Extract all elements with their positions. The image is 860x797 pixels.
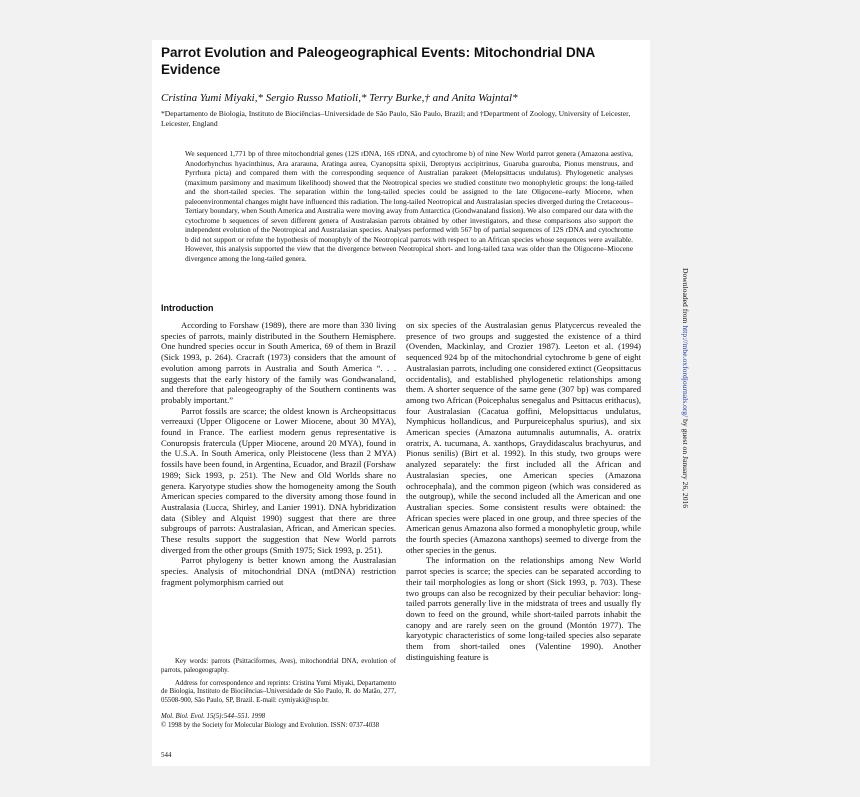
copyright-line: © 1998 by the Society for Molecular Biology and Evolution. ISSN: 0737-4038	[161, 721, 380, 729]
footnotes	[161, 658, 396, 731]
left-column	[161, 320, 396, 588]
journal-link[interactable]: http://mbe.oxfordjournals.org/	[681, 325, 690, 418]
paragraph: on six species of the Australasian genus Platycercus revealed the presence of two groups and suggested the existence of a third (Ovenden, Mackinlay, and Crozier 1987). Leeton et al. (1994) sequenced 924 bp of the mitochondrial cytochrome b gene of eight Australasian parrots, including one considered extinct (Geopsittacus occidentalis), and established phylogenetic relationships among them. A shorter sequence of the same gene (307 bp) was compared among two African (Poicephalus senegalus and Psittacus erithacus), four Australasian (Cacatua goffini, Melopsittacus undulatus, Nymphicus hollandicus, and Purpureicephalus spurius), and six American species (Amazona autumnalis autumnalis, A. oratrix oratrix, A. tucumana, A. xanthops, Graydidascalus brachyurus, and Pionus senilis) (Birt et al. 1992). In this study, two groups were analyzed separately: the first included all the African and Australasian species, one American species (Amazona ochrocephala), and the common pigeon (which was considered as the outgroup), while the second included all the American and one Australian species. Some consistent results were obtained: the African species were placed in one group, and three species of the American genus Amazona also formed a monophyletic group, while the fourth species (Amazona xanthops) seemed to diverge from the other species in the genus.	[406, 320, 641, 555]
keywords: Key words: parrots (Psittaciformes, Aves), mitochondrial DNA, evolution of parrots, paleogeography.	[161, 658, 396, 674]
right-column	[406, 320, 641, 663]
side-note-prefix: Downloaded from	[681, 268, 690, 326]
paragraph: The information on the relationships among New World parrot species is scarce; the species can be separated according to their tail morphologies as long or short (Sick 1993, p. 703). These two groups can also be recognized by their peculiar behavior: long-tailed parrots generally live in the midstrata of trees and usually fly down to feed on the ground, while short-tailed parrots inhabit the canopy and are rarely seen on the ground (Montón 1977). The karyotypic characteristics of some long-tailed species also separate them from short-tailed ones (Valentine 1990). Another distinguishing feature is	[406, 555, 641, 662]
download-side-note	[681, 268, 690, 508]
paper-page	[152, 40, 650, 766]
paragraph: According to Forshaw (1989), there are more than 330 living species of parrots, mainly distributed in the Southern Hemisphere. One hundred species occur in South America, 69 of them in Brazil (Sick 1993, p. 264). Cracraft (1973) considers that the amount of evolution among parrots in Australia and South America “. . . suggests that the early history of the family was Gondwanaland, and therefore that paleogeography of the Southern continents was probably important.”	[161, 320, 396, 405]
journal-citation: Mol. Biol. Evol. 15(5):544–551. 1998	[161, 712, 266, 720]
affiliations: *Departamento de Biologia, Instituto de Biociências–Universidade de São Paulo, São Paulo, Brazil; and †Department of Zoology, University of Leicester, Leicester, England	[161, 109, 631, 128]
journal-info	[161, 713, 396, 731]
paragraph: Parrot phylogeny is better known among the Australasian species. Analysis of mitochondrial DNA (mtDNA) restriction fragment polymorphism carried out	[161, 555, 396, 587]
page-number: 544	[161, 751, 172, 759]
paper-title: Parrot Evolution and Paleogeographical Events: Mitochondrial DNA Evidence	[161, 45, 595, 77]
author-list: Cristina Yumi Miyaki,* Sergio Russo Matioli,* Terry Burke,† and Anita Wajntal*	[161, 92, 518, 104]
correspondence-address: Address for correspondence and reprints: Cristina Yumi Miyaki, Departamento de Biologia, Instituto de Biociências–Universidade de São Paulo, R. do Matão, 277, 05508-900, São Paulo, SP, Brazil. E-mail: cymiyaki@usp.br.	[161, 679, 396, 705]
section-heading-introduction: Introduction	[161, 303, 214, 313]
abstract-text: We sequenced 1,771 bp of three mitochondrial genes (12S rDNA, 16S rDNA, and cytochrome b) of nine New World parrot genera (Amazona aestiva, Anodorhynchus hyacinthinus, Ara ararauna, Aratinga aurea, Cyanopsitta spixii, Deroptyus accipitrinus, Guaruba guarouba, Pionus menstruus, and Pyrrhura picta) and compared them with the corresponding sequence of Australian parakeet (Melopsittacus undulatus). Phylogenetic analyses (maximum parsimony and maximum likelihood) showed that the Neotropical species we studied constitute two monophyletic groups: the long-tailed and the short-tailed species. The separation within the long-tailed species could be assigned to the late Oligocene–early Miocene, when paleoenvironmental changes might have influenced this radiation. The long-tailed Neotropical and Australasian species diverged during the Cretaceous–Tertiary boundary, when South America and Australia were moving away from Antarctica (Gondwanaland fission). We also compared our data with the cytochrome b sequences of seven different genera of Australasian parrots obtained by other investigators, and these comparisons also support the independent evolution of the Neotropical and Australasian species. Analyses performed with 567 bp of partial sequences of 12S rDNA and cytochrome b did not support or refute the hypothesis of monophyly of the Neotropical parrots with respect to an African species whose sequences were available. However, this analysis supported the view that the divergence between Neotropical short- and long-tailed taxa was older than the Oligocene–Miocene divergence among the long-tailed genera.	[185, 149, 633, 264]
body-region	[161, 44, 641, 764]
side-note-suffix: by guest on January 26, 2016	[681, 417, 690, 509]
paragraph: Parrot fossils are scarce; the oldest known is Archeopsittacus verreauxi (Upper Oligocene or Lower Miocene, about 30 MYA), found in France. The earliest modern genus representative is Conuropsis fratercula (Upper Miocene, around 20 MYA), found in the U.S.A. In South America, only Pleistocene (less than 2 MYA) fossils have been found, in Argentina, Ecuador, and Brazil (Forshaw 1989; Sick 1993, p. 251). The New and Old Worlds share no genera. Karyotype studies show the homogeneity among the South American species compared to the diversity among those found in Australasia (Lucca, Shirley, and Lanier 1991). DNA hybridization data (Sibley and Alquist 1990) suggest that there are three subgroups of parrots: Australasian, African, and American species. These results support the suggestion that New World parrots diverged from the other groups (Smith 1975; Sick 1993, p. 251).	[161, 405, 396, 555]
